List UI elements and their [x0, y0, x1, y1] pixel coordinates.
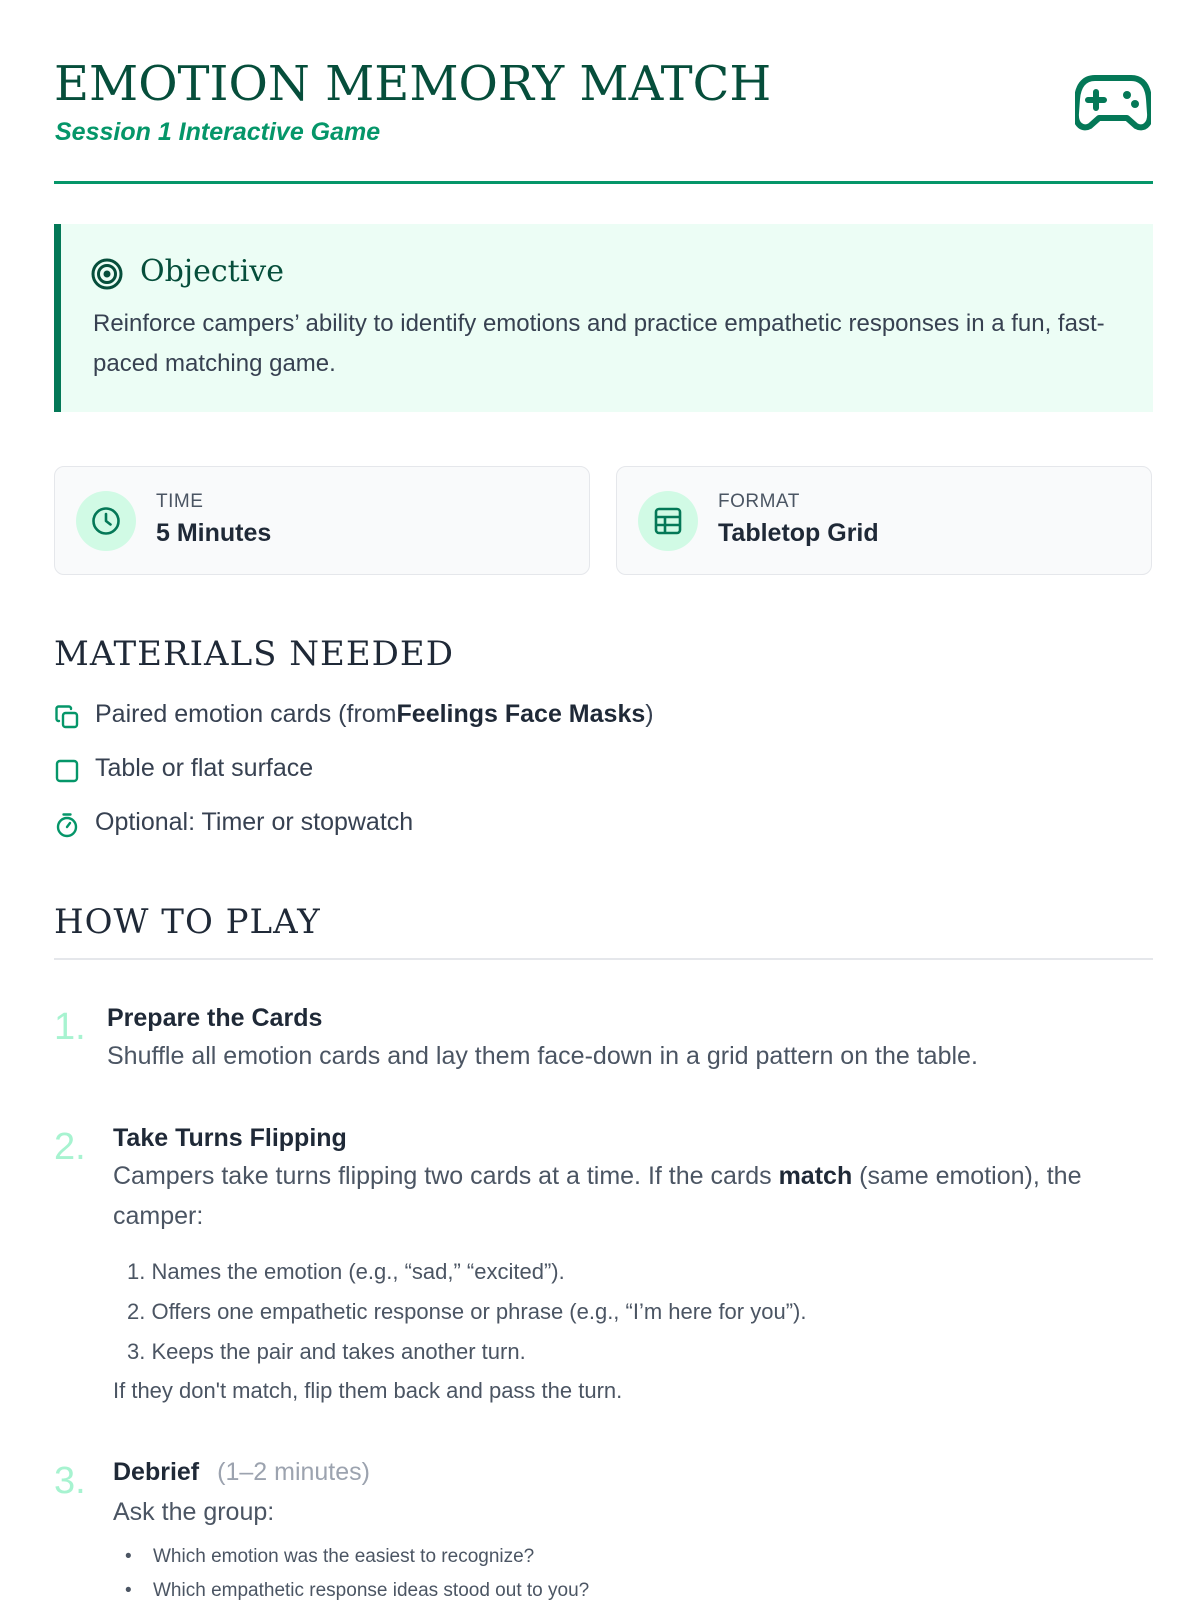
time-icon-badge	[76, 491, 136, 551]
time-value: 5 Minutes	[156, 519, 272, 547]
step-footer-note: If they don't match, flip them back and pass the turn.	[113, 1378, 623, 1403]
stopwatch-icon	[54, 812, 80, 838]
format-card	[616, 466, 1152, 575]
section-divider	[54, 958, 1153, 960]
step-number: 2.	[54, 1126, 86, 1168]
square-icon	[54, 758, 80, 784]
copy-icon	[54, 704, 80, 730]
list-item: 3. Keeps the pair and takes another turn.	[127, 1339, 526, 1364]
page-subtitle: Session 1 Interactive Game	[55, 118, 381, 146]
page-title: EMOTION MEMORY MATCH	[54, 56, 772, 112]
grid-icon	[653, 506, 683, 536]
step-number: 1.	[54, 1006, 86, 1048]
time-label: TIME	[156, 491, 204, 512]
list-item: • Which emotion was the easiest to recognize?	[125, 1540, 589, 1574]
step-duration-note: (1–2 minutes)	[217, 1458, 370, 1486]
objective-heading: Objective	[140, 254, 285, 289]
format-label: FORMAT	[718, 491, 800, 512]
step-number: 3.	[54, 1460, 86, 1502]
step-title: Debrief (1–2 minutes)	[113, 1458, 370, 1486]
gamepad-icon	[1075, 73, 1151, 133]
format-value: Tabletop Grid	[718, 519, 879, 547]
step-title: Take Turns Flipping	[113, 1124, 347, 1152]
target-icon	[90, 257, 124, 291]
materials-heading: MATERIALS NEEDED	[54, 634, 454, 674]
step-description: Ask the group:	[113, 1498, 275, 1526]
material-text: Table or flat surface	[95, 754, 314, 782]
objective-box	[54, 224, 1153, 412]
step-description: Campers take turns flipping two cards at a time. If the cards match (same emotion), the camper:	[113, 1162, 1082, 1230]
material-text: Optional: Timer or stopwatch	[95, 808, 414, 836]
list-item: • Which empathetic response ideas stood out to you?	[125, 1574, 589, 1608]
step-title: Prepare the Cards	[107, 1004, 323, 1032]
step-description: Shuffle all emotion cards and lay them face-down in a grid pattern on the table.	[107, 1042, 978, 1070]
debrief-questions	[125, 1540, 589, 1608]
step-sub-list	[127, 1252, 806, 1372]
how-to-play-heading: HOW TO PLAY	[54, 902, 321, 942]
material-text: Paired emotion cards (fromFeelings Face Masks)	[95, 700, 654, 728]
header-divider	[54, 181, 1153, 184]
time-card	[54, 466, 590, 575]
list-item: 2. Offers one empathetic response or phrase (e.g., “I’m here for you”).	[127, 1299, 807, 1324]
format-icon-badge	[638, 491, 698, 551]
clock-icon	[91, 506, 121, 536]
objective-text: Reinforce campers’ ability to identify emotions and practice empathetic responses in a fun, fast-paced matching game.	[93, 310, 1105, 377]
list-item: 1. Names the emotion (e.g., “sad,” “excited”).	[127, 1259, 565, 1284]
